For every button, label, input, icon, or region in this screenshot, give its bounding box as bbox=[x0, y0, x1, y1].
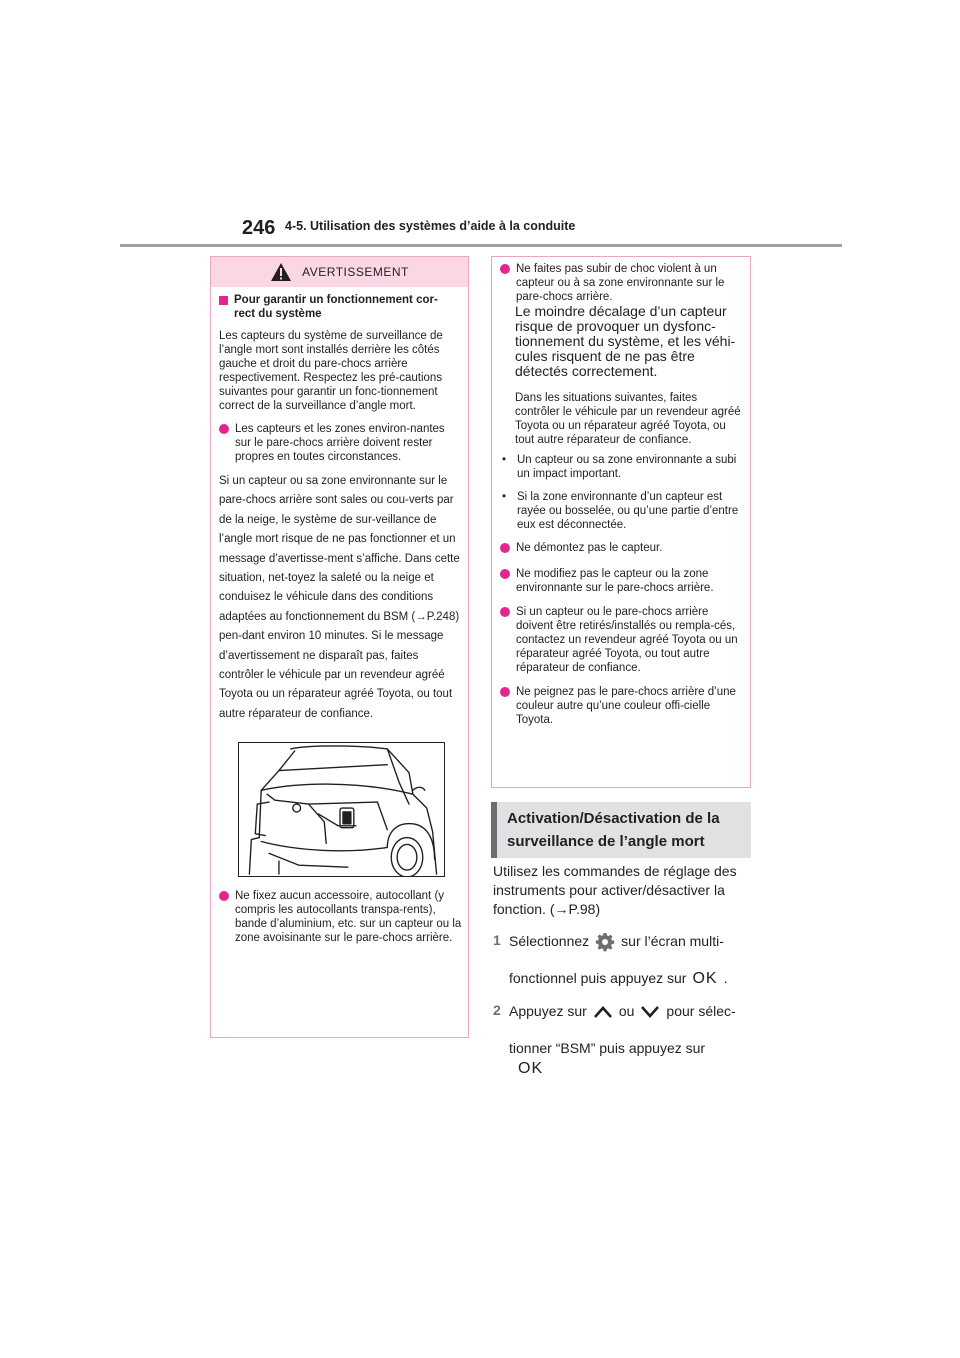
dot-bullet bbox=[219, 424, 229, 434]
list-item-text: Si un capteur ou le pare-chocs arrière doivent être retirés/installés ou rempla-cés, contactez un revendeur agréé Toyota ou un réparateur agréé Toyota, ou tout autre réparateur de confiance. bbox=[516, 605, 738, 674]
subheading-text bbox=[234, 293, 438, 321]
dot-bullet bbox=[500, 687, 510, 697]
step-text: ou bbox=[618, 1003, 635, 1019]
step-number: 1 bbox=[493, 932, 501, 948]
warning-box-right bbox=[491, 256, 751, 788]
chevron-up-icon bbox=[593, 1005, 613, 1019]
list-item-text: Ne démontez pas le capteur. bbox=[516, 541, 663, 554]
gear-icon bbox=[595, 932, 615, 952]
section-heading: Activation/Désactivation de la surveillance de l’angle mort bbox=[491, 802, 751, 858]
step-text: Appuyez sur bbox=[509, 1003, 587, 1019]
section-title: 4-5. Utilisation des systèmes d’aide à la conduite bbox=[285, 219, 576, 233]
list-item bbox=[219, 422, 462, 464]
step-content bbox=[509, 1001, 736, 1059]
list-item bbox=[219, 889, 462, 945]
subheading-line2: rect du système bbox=[234, 308, 322, 320]
square-bullet bbox=[219, 296, 228, 305]
step-text: fonctionnel puis appuyez sur bbox=[509, 970, 687, 986]
header-rule bbox=[120, 244, 842, 247]
bullet-mark: • bbox=[502, 453, 507, 466]
bullet-mark: • bbox=[502, 490, 507, 503]
step-content bbox=[509, 931, 727, 989]
step-line bbox=[509, 1001, 736, 1022]
list-item bbox=[500, 567, 744, 595]
list-item-text: Ne faites pas subir de choc violent à un capteur ou à sa zone environnante sur le pare-chocs arrière. bbox=[516, 263, 725, 303]
step-text: Sélectionnez bbox=[509, 933, 590, 949]
step-2 bbox=[493, 1001, 763, 1059]
warning-body bbox=[492, 257, 750, 727]
list-item-text: Les capteurs et les zones environ-nantes sur le pare-chocs arrière doivent rester propres en toutes circonstances. bbox=[235, 423, 445, 463]
page-number: 246 bbox=[242, 217, 276, 239]
step-text: sur l’écran multi- bbox=[621, 933, 724, 949]
bullet-text: Si la zone environnante d’un capteur est rayée ou bosselée, ou qu’une partie d’entre eux est déconnectée. bbox=[517, 490, 739, 531]
bullet-text: Un capteur ou sa zone environnante a subi un impact important. bbox=[517, 453, 737, 480]
ok-button-label: OK bbox=[518, 1060, 544, 1077]
chevron-down-icon bbox=[640, 1005, 660, 1019]
step-text: pour sélec- bbox=[666, 1003, 736, 1019]
main-text bbox=[493, 862, 763, 1059]
list-item bbox=[500, 541, 744, 555]
step-line bbox=[509, 968, 727, 989]
step-line bbox=[509, 1038, 736, 1059]
dot-bullet bbox=[500, 607, 510, 617]
warning-triangle-icon bbox=[270, 262, 292, 282]
detail-paragraph: Si un capteur ou sa zone environnante sur le pare-chocs arrière sont sales ou cou-verts par de la neige, le système de sur-veillance de l’angle mort risque de ne pas fonctionner et un message d’avertisse-ment s’affiche. Dans cette situation, net-toyez la saleté ou la neige et conduisez le véhicule dans des conditions adaptées au fonctionnement du BSM (→P.248) pen-dant environ 10 minutes. Si le message d’avertissement ne disparaît pas, faites contrôler le véhicule par un revendeur agréé Toyota ou un réparateur agréé Toyota, ou tout autre réparateur de confiance. bbox=[219, 475, 460, 720]
list-item bbox=[500, 685, 744, 727]
step-line bbox=[509, 931, 727, 952]
dot-bullet bbox=[219, 891, 229, 901]
warning-box-left bbox=[210, 256, 469, 1038]
list-item bbox=[500, 262, 744, 304]
step-1 bbox=[493, 931, 763, 989]
bullet-item bbox=[500, 453, 744, 481]
warning-header bbox=[211, 257, 468, 287]
sensor-illustration bbox=[238, 742, 445, 877]
intro-paragraph: Utilisez les commandes de réglage des instruments pour activer/désactiver la fonction. (→P.98) bbox=[493, 863, 737, 917]
step-text: tionner “BSM” puis appuyez sur bbox=[509, 1040, 706, 1056]
list-item-text: Ne modifiez pas le capteur ou la zone environnante sur le pare-chocs arrière. bbox=[516, 567, 714, 594]
dot-bullet bbox=[500, 543, 510, 553]
step-text: . bbox=[723, 970, 728, 986]
list-item-text: Ne fixez aucun accessoire, autocollant (y compris les autocollants transpa-rents), bande d’aluminium, etc. sur un capteur ou la zone avoisinante sur le pare-chocs arrière. bbox=[235, 890, 462, 945]
list-item-text: Ne peignez pas le pare-chocs arrière d’une couleur autre qu’une couleur offi-cielle Toyota. bbox=[516, 685, 736, 726]
warning-title: AVERTISSEMENT bbox=[302, 265, 409, 279]
subheading bbox=[219, 293, 462, 321]
list-item bbox=[500, 605, 744, 675]
dot-bullet bbox=[500, 569, 510, 579]
emphasis-paragraph: Le moindre décalage d’un capteur risque de provoquer un dysfonc-tionnement du système, et les véhi-cules risquent de ne pas être détectés correctement. bbox=[515, 303, 736, 379]
intro-paragraph: Les capteurs du système de surveillance de l’angle mort sont installés derrière les côtés gauche et droit du pare-chocs arrière respectivement. Respectez les pré-cautions suivantes pour garantir un fonc-tionnement correct de la surveillance d’angle mort. bbox=[219, 330, 443, 412]
dot-bullet bbox=[500, 264, 510, 274]
warning-body bbox=[211, 287, 468, 945]
subheading-line1: Pour garantir un fonctionnement cor- bbox=[234, 294, 438, 306]
ok-button-label: OK bbox=[692, 970, 718, 987]
detail-paragraph: Dans les situations suivantes, faites contrôler le véhicule par un revendeur agréé Toyota ou un réparateur agréé Toyota, ou tout autre réparateur de confiance. bbox=[515, 391, 741, 446]
step-number: 2 bbox=[493, 1002, 501, 1018]
bullet-item bbox=[500, 490, 744, 532]
